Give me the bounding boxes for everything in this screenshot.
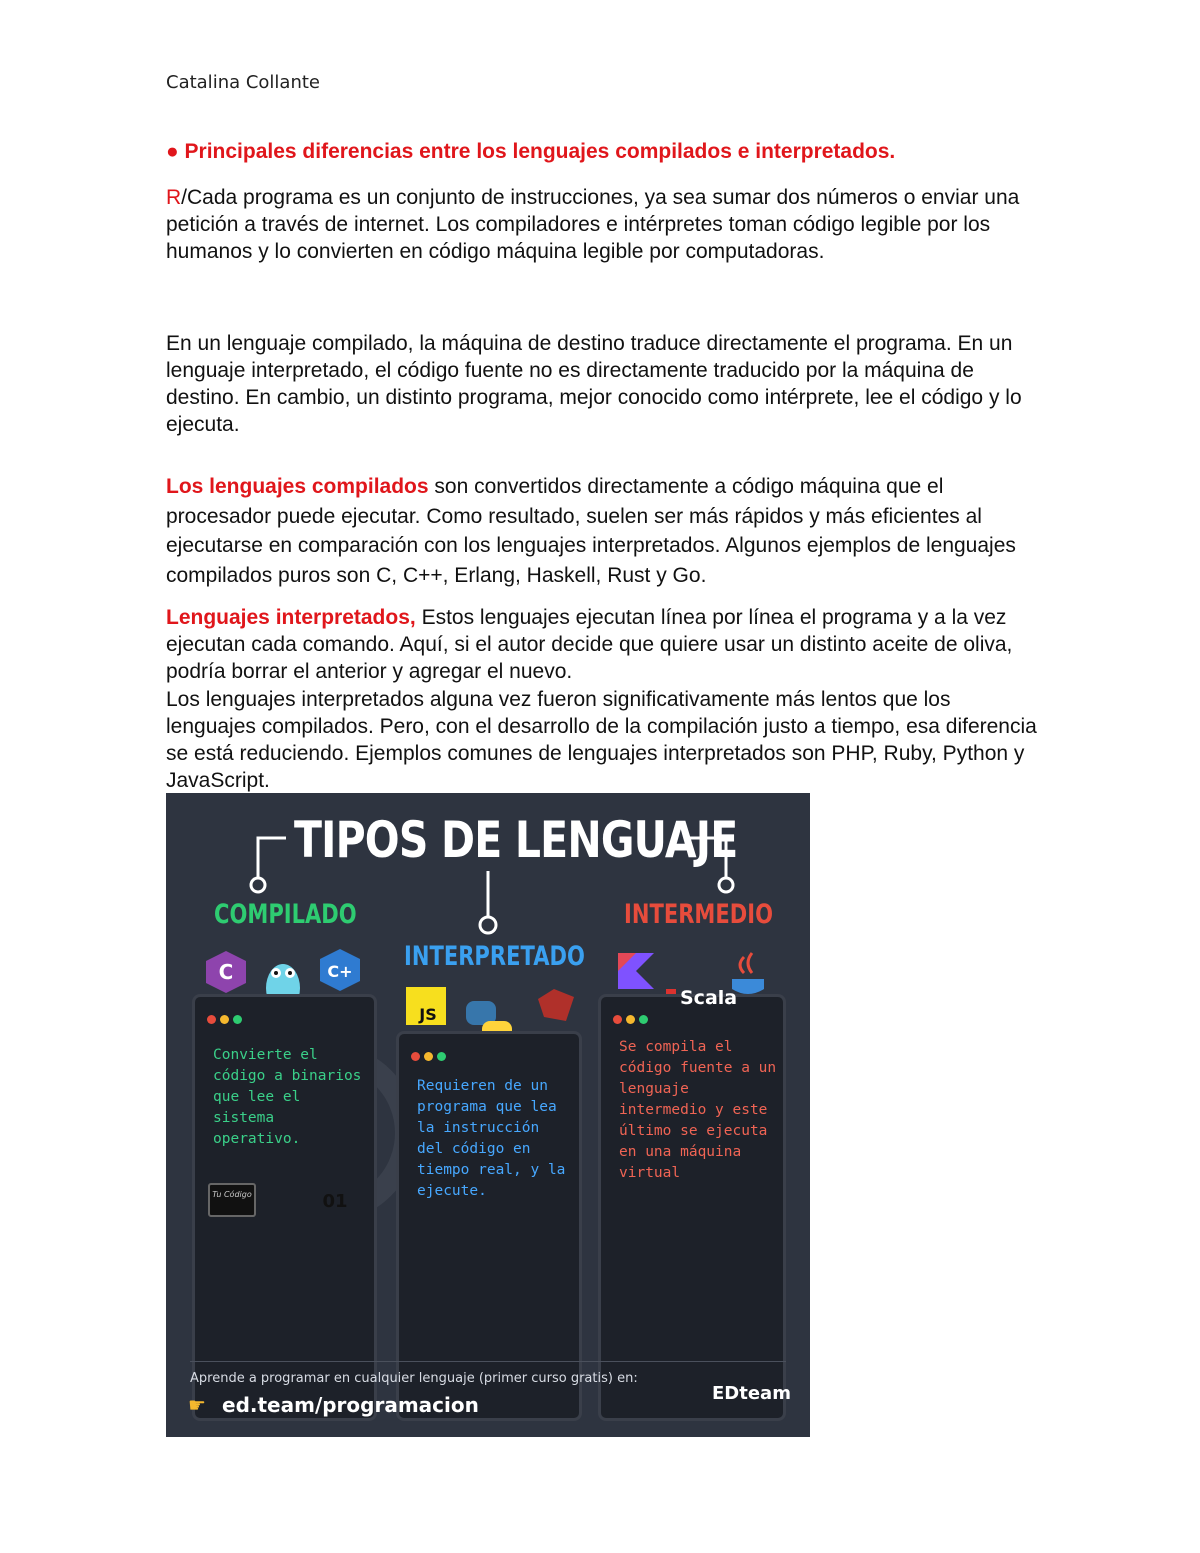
svg-text:C: C <box>218 960 234 984</box>
tu-codigo-screen: Tu Código <box>208 1183 256 1217</box>
paragraph-intro-text: /Cada programa es un conjunto de instrucciones, ya sea sumar dos números o enviar una petición a través de internet. Los compiladores e intérpretes toman código legible por los humanos y lo convierten en código máquina legible por computadoras. <box>166 186 1020 263</box>
javascript-icon <box>406 987 446 1025</box>
scala-label: Scala <box>680 987 738 1009</box>
intermedio-title: INTERMEDIO <box>624 899 774 930</box>
compiled-label: Los lenguajes compilados <box>166 475 429 498</box>
paragraph-intro <box>166 184 1046 265</box>
pointing-hand-icon: ☛ <box>188 1393 206 1417</box>
window-dots <box>207 1009 246 1028</box>
paragraph-compiled <box>166 472 1046 590</box>
cpp-language-icon <box>320 949 360 991</box>
compiled-text: son convertidos directamente a código máquina que el procesador puede ejecutar. Como resultado, suelen ser más rápidos y más eficientes al ejecutarse en comparación con los lenguajes interpretados. Algunos ejemplos de lenguajes compilados puros son C, C++, Erlang, Haskell, Rust y Go. <box>166 475 1016 587</box>
paragraph-jit: Los lenguajes interpretados alguna vez fueron significativamente más lentos que los lenguajes compilados. Pero, con el desarrollo de la compilación justo a tiempo, esa diferencia se está reduciendo. Ejemplos comunes de lenguajes interpretados son PHP, Ruby, Python y JavaScript. <box>166 688 1037 792</box>
author-name: Catalina Collante <box>166 72 321 93</box>
binary-label: 01 <box>322 1191 348 1212</box>
compilado-title: COMPILADO <box>214 899 357 930</box>
interpreted-label: Lenguajes interpretados, <box>166 606 416 629</box>
footer-url: ed.team/programacion <box>222 1393 479 1417</box>
section-heading: ● Principales diferencias entre los lenguajes compilados e interpretados. <box>166 140 896 163</box>
footer-divider <box>190 1361 786 1362</box>
infographic-title: TIPOS DE LENGUAJE <box>294 811 738 869</box>
interpretado-description: Requieren de un programa que lea la instrucción del código en tiempo real, y la ejecute. <box>417 1078 566 1199</box>
interpretado-title: INTERPRETADO <box>404 941 585 972</box>
footer-brand: EDteam <box>712 1383 791 1404</box>
ruby-icon <box>538 989 574 1021</box>
compilado-description: Convierte el código a binarios que lee el sistema operativo. <box>213 1047 362 1147</box>
infographic-image <box>166 793 810 1437</box>
intermedio-card <box>598 994 786 1421</box>
interpreted-text: Estos lenguajes ejecutan línea por línea el programa y a la vez ejecutan cada comando. Aquí, si el autor decide que quiere usar un distinto aceite de oliva, podría borrar el anterior y agregar el nuevo. <box>166 606 1013 683</box>
window-dots <box>411 1046 450 1065</box>
svg-text:C+: C+ <box>327 962 353 981</box>
answer-prefix: R <box>166 186 182 209</box>
interpretado-card <box>396 1031 582 1421</box>
footer-text: Aprende a programar en cualquier lenguaje (primer curso gratis) en: <box>190 1371 638 1386</box>
paragraph-interpreted <box>166 604 1046 685</box>
c-language-icon <box>206 951 246 993</box>
intermedio-description: Se compila el código fuente a un lenguaje intermedio y este último se ejecuta en una máquina virtual <box>619 1039 777 1181</box>
paragraph-comparison: En un lenguaje compilado, la máquina de destino traduce directamente el programa. En un lenguaje interpretado, el código fuente no es directamente traducido por la máquina de destino. En cambio, un distinto programa, mejor conocido como intérprete, lee el código y lo ejecuta. <box>166 332 1022 436</box>
window-dots <box>613 1009 652 1028</box>
kotlin-icon <box>618 953 654 989</box>
svg-text:JS: JS <box>419 1005 437 1024</box>
